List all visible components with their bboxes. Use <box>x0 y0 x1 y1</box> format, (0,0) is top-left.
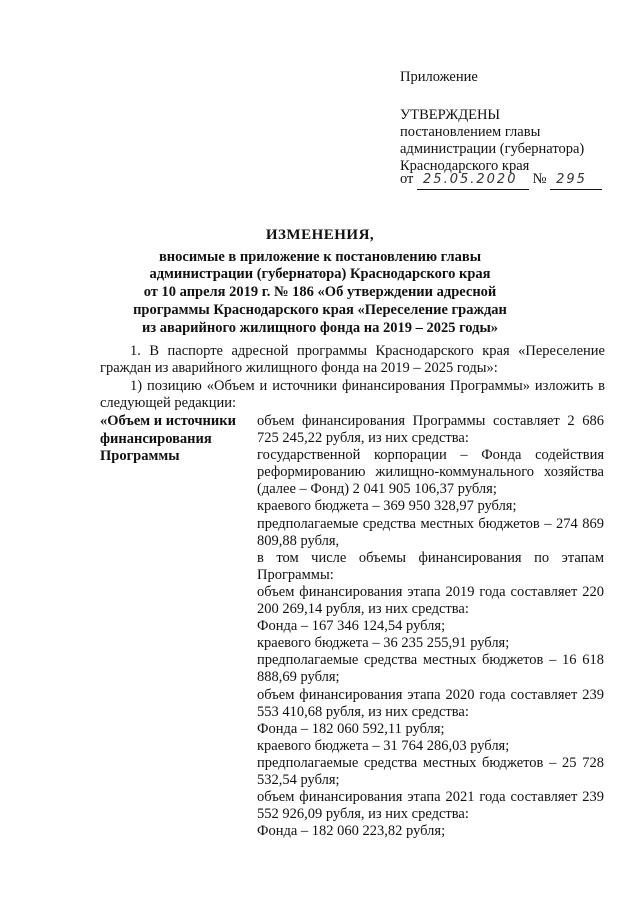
handwritten-date: 25.05.2020 <box>417 171 529 190</box>
date-prefix: от <box>400 171 414 187</box>
number-prefix: № <box>532 171 547 187</box>
heading-line-4: программы Краснодарского края «Переселение граждан <box>133 301 507 318</box>
table-label-cell: «Объем и источники финансирования Программы <box>100 413 236 465</box>
content-line: краевого бюджета – 31 764 286,03 рубля; <box>257 737 510 754</box>
appendix-label: Приложение <box>400 69 478 85</box>
content-line: объем финансирования Программы составляет 2 686 725 245,22 рубля, из них средства: <box>257 413 604 447</box>
content-line: предполагаемые средства местных бюджетов – 25 728 532,54 рубля; <box>257 754 604 788</box>
paragraph-2: 1) позицию «Объем и источники финансирования Программы» изложить в следующей редакции: <box>100 378 605 411</box>
heading-line-3: от 10 апреля 2019 г. № 186 «Об утверждении адресной <box>143 284 497 301</box>
approved-label: УТВЕРЖДЕНЫ <box>400 107 501 123</box>
document-heading <box>80 227 560 337</box>
content-line: предполагаемые средства местных бюджетов – 16 618 888,69 рубля; <box>257 652 604 686</box>
approval-date-number-line <box>400 170 602 190</box>
approval-line-1: постановлением главы <box>400 124 541 140</box>
content-line: краевого бюджета – 36 235 255,91 рубля; <box>257 635 510 652</box>
content-line: Фонда – 182 060 592,11 рубля; <box>257 720 445 737</box>
heading-line-2: администрации (губернатора) Краснодарского края <box>149 266 491 283</box>
approval-line-2: администрации (губернатора) <box>400 141 585 157</box>
content-line: Фонда – 182 060 223,82 рубля; <box>257 823 446 840</box>
content-line: Фонда – 167 346 124,54 рубля; <box>257 618 446 635</box>
content-line: объем финансирования этапа 2019 года составляет 220 200 269,14 рубля, из них средства: <box>257 583 604 618</box>
heading-title: ИЗМЕНЕНИЯ, <box>265 227 375 243</box>
content-line: краевого бюджета – 369 950 328,97 рубля; <box>257 498 517 515</box>
paragraph-1: 1. В паспорте адресной программы Краснодарского края «Переселение граждан из аварийного жилищного фонда на 2019 – 2025 годы»: <box>100 343 605 376</box>
heading-line-1: вносимые в приложение к постановлению главы <box>158 248 482 265</box>
approval-line-3: Краснодарского края <box>400 158 530 174</box>
heading-line-5: из аварийного жилищного фонда на 2019 – 2025 годы» <box>141 319 499 336</box>
content-line: объем финансирования этапа 2021 года составляет 239 552 926,09 рубля, из них средства: <box>257 789 604 823</box>
content-line: государственной корпорации – Фонда содействия реформированию жилищно-коммунального хозяйства (далее – Фонд) 2 041 905 106,37 рубля; <box>257 447 604 498</box>
table-content-cell <box>257 413 604 840</box>
content-line: в том числе объемы финансирования по этапам Программы: <box>257 549 604 583</box>
content-line: объем финансирования этапа 2020 года составляет 239 553 410,68 рубля, из них средства: <box>257 686 604 720</box>
handwritten-number: 295 <box>550 171 602 190</box>
content-line: предполагаемые средства местных бюджетов – 274 869 809,88 рубля, <box>257 515 604 549</box>
